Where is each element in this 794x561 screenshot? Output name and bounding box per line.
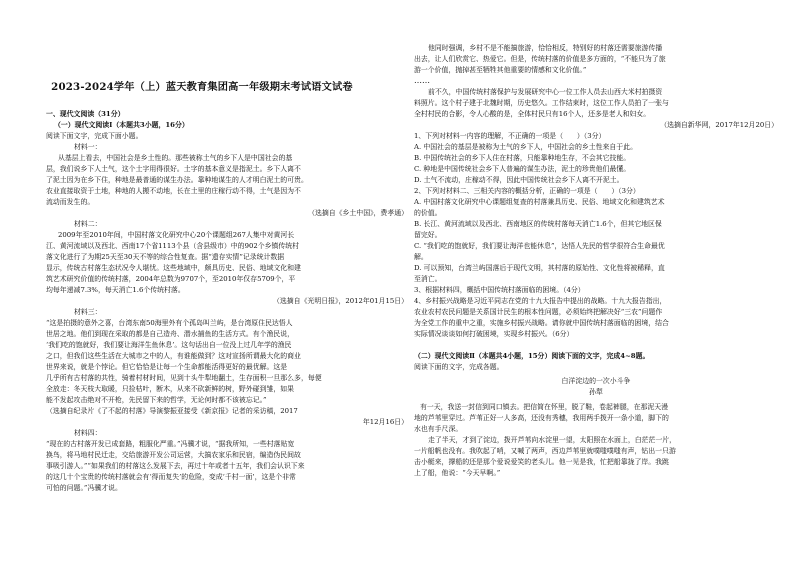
text-line: 农业农村农民问题是关系国计民生的根本性问题，必须始终把解决好“三农”问题作 — [414, 308, 663, 316]
text-line: 世界来说，就是个悖论。但它恰恰是让每一个生命都能活得更好的最优解。这是 — [46, 363, 288, 371]
text-line: （选摘自《光明日报》，2012年01月15日） — [273, 297, 408, 305]
text-line: C. 种地是中国传统社会乡下人普遍的谋生办法，泥土的珍贵他们最懂。 — [414, 165, 631, 173]
text-line: A. 中国社会的基层是被称为土气的乡下人，中国社会的乡土性来自于此。 — [414, 143, 637, 151]
text-line: 2、下列对材料二、三相关内容的概括分析，正确的一项是（ ）（3分） — [414, 187, 640, 195]
text-line: 事吸引游人。”“如果我们的村落这么发展下去，再过十年或者十五年，我们会认识下来 — [46, 462, 305, 470]
text-line: D. 土气不流动，庄稼动不得，因此中国传统社会乡下人离不开泥土。 — [414, 176, 624, 184]
text-line: 一、现代文阅读（31分） — [46, 110, 125, 118]
text-line: 孙犁 — [589, 388, 603, 396]
text-line: 落文化进行了为期25天至30天不等的综合性复查。据“遗存实情”记录统计数据 — [46, 253, 285, 261]
text-line: 均每年递减7.3%，每天消亡1.6个传统村落。 — [46, 286, 185, 294]
text-line: 阅读下面文字，完成下面小题。 — [46, 132, 143, 140]
text-line: 击小艇来，撑船的还是那个爱说爱笑的老头儿。他一见是我，忙把船靠拢了岸。我跳 — [414, 458, 669, 466]
text-line: 显示，传统古村落生态状况令人堪忧。这些地域中，颇具历史、民俗、地域文化和建 — [46, 264, 301, 272]
text-line: 材料二： — [74, 220, 102, 228]
text-line: （一）现代文阅读Ⅰ（本题共3小题，16分） — [54, 121, 189, 129]
text-line: 全村村民的合影，令人心酸的是，全体村民只有16个人，还多是老人和妇女。 — [414, 110, 651, 118]
text-line: 游一个价值，抛掉甚至牺牲其他重要的情感和文化价值。” — [414, 66, 587, 74]
text-line: B. 中国传统社会的乡下人住在村落，只能靠种地生存，不会其它技能。 — [414, 154, 631, 162]
text-line: 的价值。 — [414, 209, 442, 217]
text-line: 几乎所有古村落的共性，骑着村材时间，见到十头牛犁地翻土，生存面积一旦那么多，每便 — [46, 374, 322, 382]
text-line: 留完好。 — [414, 231, 442, 239]
text-line: ‘我们吃的饱就好，我们要让海洋生鱼休息’。这句话出自一位没上过几年学的渔民 — [46, 341, 292, 349]
text-line: 前不久，中国传统村落保护与发展研究中心一位工作人员去山西大米村拍摄资 — [428, 88, 663, 96]
text-line: 材料一： — [74, 143, 102, 151]
text-line: 全放走：冬天枝大取暖，只捡枯叶，断木，从来不砍新鲜的树，野外碰到雏，如果 — [46, 385, 295, 393]
text-line: 1、下列对材料一内容的理解，不正确的一项是（ ）（3分） — [414, 132, 606, 140]
text-line: 筑艺术研究价值的传统村落，2004年总数为9707个，至2010年仅存5709个，平 — [46, 275, 296, 283]
text-line: （二）现代文阅读Ⅱ（本题共4小题，15分）阅读下面的文字，完成4~8题。 — [414, 352, 650, 360]
text-line: 料照片。这个村子建于北魏时期，历史悠久。工作结束时，这位工作人员拍了一张与 — [414, 99, 669, 107]
text-line: 白洋淀边的一次小斗争 — [561, 377, 631, 385]
text-line: 农业直接取资于土地，种地的人搬不动地，长在土里的庄稼行动不得，土气是因为不 — [46, 187, 301, 195]
text-line: （选摘自新华网，2017年12月20日） — [660, 121, 778, 129]
text-line: 阅读下面的文字，完成各题。 — [414, 363, 504, 371]
text-line: 3、根据材料四，概括中国传统村落面临的困境。（4分） — [414, 286, 585, 294]
text-line: 走了半天，才到了淀边，拨开芦苇向水淀里一望，太阳照在水面上，白茫茫一片， — [428, 436, 677, 444]
text-line: B. 长江、黄河流域以及西北、西南地区的传统村落每天消亡1.6个，但其它地区保 — [414, 220, 662, 228]
text-line: 实际情况谈谈如何打破困境，实现乡村振兴。（6分） — [414, 330, 574, 338]
text-line: 层，我们说乡下人土气，这个土字用得很好。土字的基本意义是指泥土。乡下人离不 — [46, 165, 301, 173]
text-line: “现在的古村落开发已成套路，粗服化严重。”冯骥才说，“据我所知，一些村落贴宽 — [46, 440, 295, 448]
text-line: 有一天，我送一封信到同口镇去。把信简在怀里，脱了鞋，卷起裤腿，在那泥天漫 — [420, 403, 669, 411]
text-line: 年12月16日） — [362, 418, 408, 426]
text-line: 世居之地。他们到现在采取的都是自己造舟、潜水捕鱼的生活方式。有个渔民说， — [46, 330, 295, 338]
text-line: （选摘自纪录片《了不起的村落》导演黎振亚接受《新京报》记者的采访稿，2017 — [46, 407, 298, 415]
text-line: 材料三： — [74, 308, 102, 316]
text-line: 解。 — [414, 253, 428, 261]
text-line: 至消亡。 — [414, 275, 442, 283]
text-line: 材料四： — [74, 429, 102, 437]
text-line: 4、乡村振兴战略是习近平同志在党的十九大报告中提出的战略。十九大报告指出， — [414, 297, 667, 305]
page-title: 2023-2024学年（上）蓝天教育集团高一年级期末考试语文试卷 — [51, 81, 353, 93]
text-line: A. 中国村落文化研究中心课题组复查的村落兼具历史、民俗、地域文化和建筑艺术 — [414, 198, 665, 206]
text-line: 地的芦苇里穿过。芦苇正好一人多高，还没有秀穗，我用两手拨开一条小道，脚下的 — [414, 414, 669, 422]
text-line: 水也有手尺深。 — [414, 425, 463, 433]
text-line: 换鸟，将马地村民迁走，交给旅游开发公司运营，大搞农家乐和民宿，编造伪民间故 — [46, 451, 301, 459]
ellipsis: …… — [414, 76, 430, 85]
text-line: “这是拍摄的意外之喜，台湾东南50海里外有个孤岛叫兰屿，是台湾原住民达悟人 — [46, 319, 293, 327]
text-line: 流动而发生的。 — [46, 198, 95, 206]
text-line: D. 可以预知，台湾兰屿国落后于现代文明，其村落的原始性、文化性将被稀释，直 — [414, 264, 665, 272]
text-line: （选摘自《乡土中国》，费孝通） — [308, 209, 408, 217]
text-line: C. “我们吃的饱就好，我们要让海洋也能休息”，达悟人先民的哲学很符合生命最优 — [414, 242, 665, 250]
text-line: 可怕的问题。”冯骥才说。 — [46, 484, 122, 492]
text-line: 的这几十个宝贵的传统村落就会有‘得而复失’的危险，变成‘千村一面’，这是个非常 — [46, 473, 296, 481]
text-line: 一片船帆也没有。我吹起了哨，又喊了两声，西边芦苇里就噗嗤噗嗤有声，钻出一只游 — [414, 447, 676, 455]
text-line: 2009年至2010年间，中国村落文化研究中心20个课题组267人集中对黄河长 — [58, 231, 295, 239]
text-line: 从基层上看去，中国社会是乡土性的。那些被称土气的乡下人是中国社会的基 — [58, 154, 293, 162]
text-line: 为全党工作的重中之重，实施乡村振兴战略。请你就中国传统村落面临的困境，结合 — [414, 319, 669, 327]
text-line: 之口，但我们这些生活在大城市之中的人，有谁能做到？这对宣扬所谓最大化的商业 — [46, 352, 301, 360]
text-line: 江、黄河流域以及西北、西南17个省1113个县（含县级市）中的902个乡镇传统村 — [46, 242, 300, 250]
text-line: 出去，让人们欣赏它、热爱它。但是，传统村落的价值是多方面的，“不能只为了旅 — [414, 55, 666, 63]
text-line: 他同时强调，乡村不是不能搞旅游，恰恰相反，特别好的村落还需要旅游传播 — [428, 44, 663, 52]
text-line: 上了船，他说：“今天早啊。” — [414, 469, 501, 477]
text-line: 能不发起攻击绝对不开枪，先民留下来的哲学，无论何时都不该被忘记。” — [46, 396, 267, 404]
text-line: 了泥土因为在乡下住，种地是最普通的谋生办法。靠种地谋生的人才明白泥土的可贵。 — [46, 176, 308, 184]
